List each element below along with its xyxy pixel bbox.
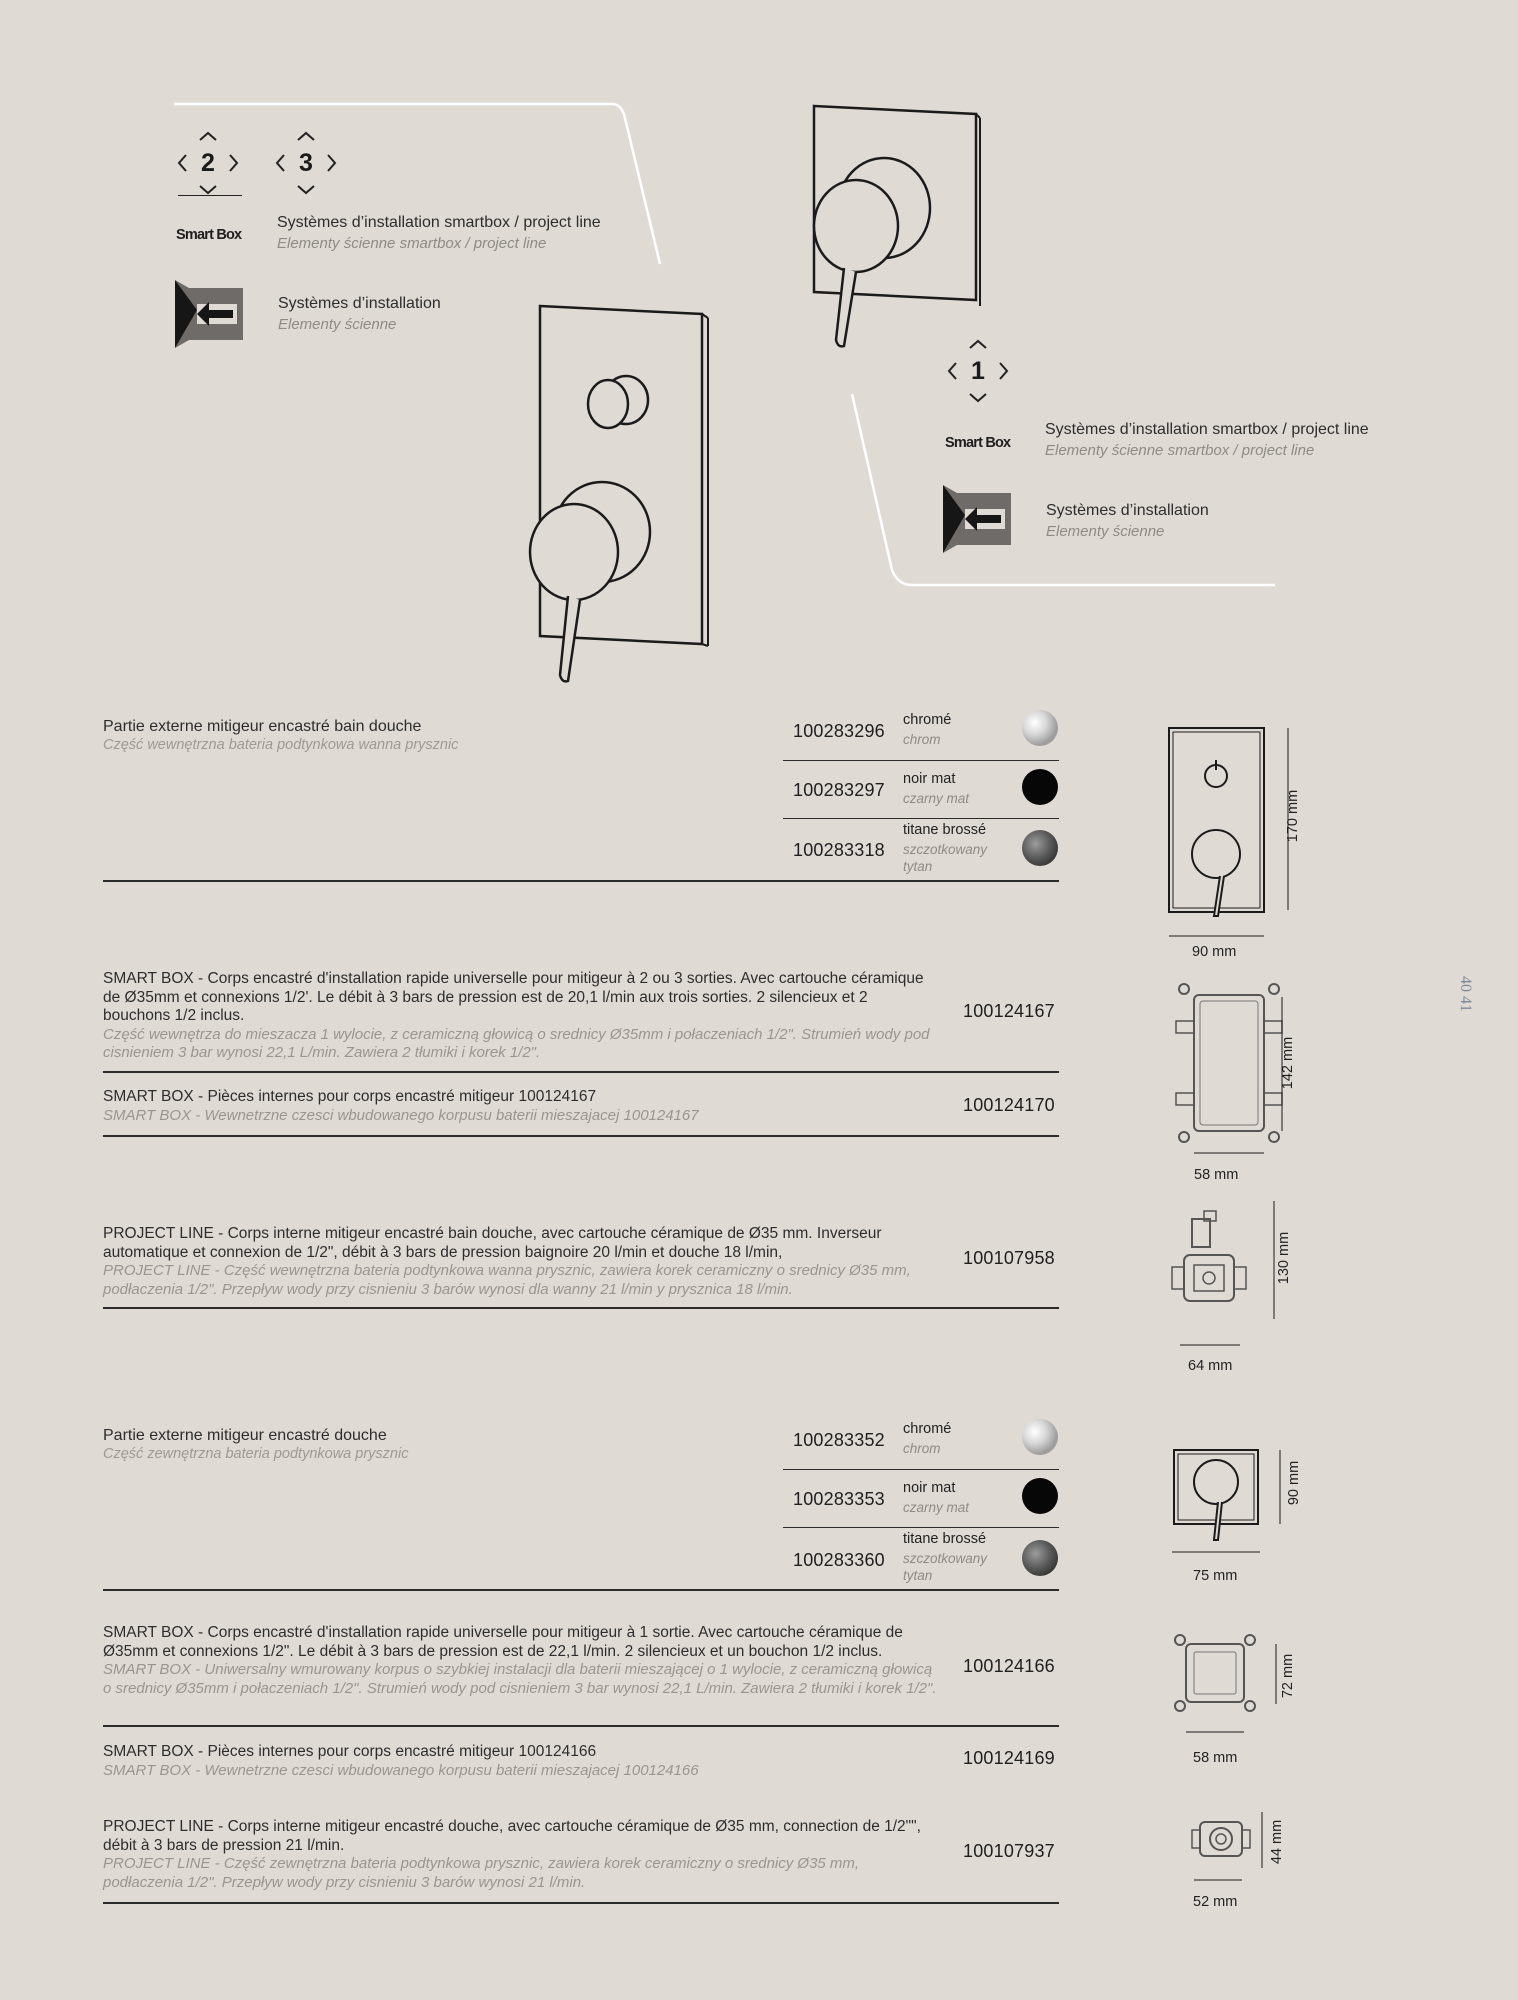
section1-dimension-drawing [1150, 720, 1350, 960]
section-rule [103, 1589, 1059, 1591]
product-code: 100107958 [963, 1248, 1055, 1268]
smartbox-label-pl: Elementy ścienne smartbox / project line [1045, 442, 1315, 459]
section-rule [103, 1071, 1059, 1073]
section5-item [103, 1624, 938, 1698]
divider [783, 1527, 1059, 1528]
install-label-fr: Systèmes d’installation [278, 295, 441, 312]
divider [783, 818, 1059, 819]
level-indicator-1 [946, 338, 1010, 404]
finish-fr: titane brossé [903, 822, 987, 838]
dimension-height: 142 mm [1280, 1036, 1296, 1090]
section1-title-fr: Partie externe mitigeur encastré bain douche [103, 718, 422, 735]
install-label-pl: Elementy ścienne [278, 316, 397, 333]
finish-pl: chrom [903, 732, 941, 747]
dimension-width: 52 mm [1193, 1894, 1238, 1910]
description-pl: SMART BOX - Wewnetrzne czesci wbudowanego korpusu baterii mieszajacej 100124167 [103, 1106, 699, 1124]
section4-dimension-drawing [1150, 1440, 1350, 1570]
level-number: 2 [201, 149, 215, 177]
titanium-swatch [1022, 1540, 1058, 1576]
install-label-fr: Systèmes d’installation [1046, 502, 1209, 519]
variant-code: 100283297 [793, 780, 885, 800]
variant-code: 100283353 [793, 1489, 885, 1509]
finish-pl: chrom [903, 1441, 941, 1456]
level-number: 3 [299, 149, 313, 177]
chrome-swatch [1022, 710, 1058, 746]
section7-item [103, 1818, 938, 1892]
dimension-width: 90 mm [1192, 944, 1237, 960]
dimension-width: 75 mm [1193, 1568, 1238, 1584]
section-rule [103, 1725, 1059, 1727]
section4-title-pl: Część zewnętrzna bateria podtynkowa prysznic [103, 1446, 409, 1462]
finish-pl: czarny mat [903, 791, 970, 806]
level-underline [178, 195, 242, 196]
bath-shower-mixer-drawing [510, 300, 710, 700]
level-number: 1 [971, 357, 985, 385]
variant-code: 100283360 [793, 1550, 885, 1570]
product-code: 100124170 [963, 1095, 1055, 1115]
dimension-height: 44 mm [1269, 1819, 1285, 1865]
section1-title-pl: Część wewnętrzna bateria podtynkowa wanna prysznic [103, 737, 459, 753]
shower-mixer-drawing [780, 100, 980, 360]
section-rule [103, 1902, 1059, 1904]
description-fr: SMART BOX - Pièces internes pour corps encastré mitigeur 100124166 [103, 1743, 597, 1760]
description-fr: SMART BOX - Corps encastré d'installation rapide universelle pour mitigeur à 2 ou 3 sorties. Avec cartouche céramique de Ø35mm et connexions 1/2'. Le débit à 3 bars de pression est de 20,1 l/min aux trois sorties. 2 silencieux et 2 bouchons 1/2 inclus. [103, 970, 924, 1024]
dimension-width: 58 mm [1193, 1750, 1238, 1766]
section6-item [103, 1743, 938, 1780]
smartbox-label-pl: Elementy ścienne smartbox / project line [277, 235, 547, 252]
level-indicator-3 [274, 130, 338, 196]
finish-fr: noir mat [903, 1480, 956, 1496]
description-fr: SMART BOX - Pièces internes pour corps encastré mitigeur 100124167 [103, 1088, 597, 1105]
dimension-width: 58 mm [1194, 1167, 1239, 1183]
description-pl: PROJECT LINE - Część wewnętrzna bateria podtynkowa wanna prysznic, zawiera korek ceramiczny o srednicy Ø35 mm, podłaczenia 1/2". Przepływ wody przy cisnieniu 3 barów wynosi dla wanny 21 l/min y prysznica 18 l/min. [103, 1262, 911, 1298]
smartbox-label-fr: Systèmes d’installation smartbox / project line [1045, 421, 1369, 438]
finish-fr: noir mat [903, 771, 956, 787]
dimension-height: 130 mm [1276, 1231, 1292, 1285]
dimension-height: 72 mm [1280, 1653, 1296, 1699]
finish-fr: chromé [903, 712, 952, 728]
description-pl: Część wewnętrza do mieszacza 1 wylocie, z ceramiczną głowicą o srednicy Ø35mm i połaczeniach 1/2". Strumień wody pod cisnieniem 3 bar wynosi 22,1 L/min. Zawiera 2 tłumiki i korek 1/2". [103, 1025, 930, 1061]
variant-code: 100283318 [793, 840, 885, 860]
chrome-swatch [1022, 1419, 1058, 1455]
section-rule [103, 880, 1059, 882]
description-pl: SMART BOX - Uniwersalny wmurowany korpus o szybkiej instalacji dla baterii mieszającej o 1 wylocie, z ceramiczną głowicą o srednicy Ø35mm i połaczeniach 1/2". Strumień wody pod cisnieniem 3 bar wynosi 22,1 L/min. Zawiera 2 tłumiki i korek 1/2". [103, 1661, 937, 1697]
description-fr: PROJECT LINE - Corps interne mitigeur encastré douche, avec cartouche céramique de Ø35 mm, connection de 1/2"", débit à 3 bars de pression 21 l/min. [103, 1818, 921, 1854]
finish-fr: titane brossé [903, 1531, 987, 1547]
finish-fr: chromé [903, 1421, 952, 1437]
black-swatch [1022, 1478, 1058, 1514]
variant-code: 100283352 [793, 1430, 885, 1450]
product-code: 100124169 [963, 1748, 1055, 1768]
dimension-height: 90 mm [1286, 1460, 1302, 1506]
section2-item [103, 970, 938, 1063]
divider [783, 1469, 1059, 1470]
finish-pl: szczotkowany tytan [903, 842, 988, 874]
section3-item [103, 1225, 938, 1299]
titanium-swatch [1022, 830, 1058, 866]
section2-item [103, 1088, 938, 1125]
section4-title-fr: Partie externe mitigeur encastré douche [103, 1427, 387, 1444]
description-pl: SMART BOX - Wewnetrzne czesci wbudowanego korpusu baterii mieszajacej 100124166 [103, 1761, 699, 1779]
level-indicator-2 [176, 130, 240, 196]
description-pl: PROJECT LINE - Część zewnętrzna bateria podtynkowa prysznic, zawiera korek ceramiczny o srednicy Ø35 mm, podłaczenia 1/2". Przepływ wody przy cisnieniu 3 barów wynosi 21 l/min. [103, 1855, 860, 1891]
dimension-width: 64 mm [1188, 1358, 1233, 1374]
install-label-pl: Elementy ścienne [1046, 523, 1165, 540]
description-fr: SMART BOX - Corps encastré d'installation rapide universelle pour mitigeur à 1 sortie. Avec cartouche céramique de Ø35mm et connexions 1/2". Le débit à 3 bars de pression est de 22,1 l/min. 2 silencieux et un bouchon 1/2 inclus. [103, 1624, 903, 1660]
finish-pl: szczotkowany tytan [903, 1551, 988, 1583]
product-code: 100107937 [963, 1841, 1055, 1861]
smartbox-logo: Smart Box [176, 227, 242, 243]
divider [783, 760, 1059, 761]
smartbox-label-fr: Systèmes d’installation smartbox / project line [277, 214, 601, 231]
product-code: 100124166 [963, 1656, 1055, 1676]
page-numbers: 40 41 [1457, 976, 1474, 1012]
smartbox-logo: Smart Box [945, 435, 1011, 451]
variant-code: 100283296 [793, 721, 885, 741]
wall-install-icon [943, 485, 1011, 553]
finish-pl: czarny mat [903, 1500, 970, 1515]
wall-install-icon [175, 280, 243, 348]
black-swatch [1022, 769, 1058, 805]
product-code: 100124167 [963, 1001, 1055, 1021]
description-fr: PROJECT LINE - Corps interne mitigeur encastré bain douche, avec cartouche céramique de Ø35 mm. Inverseur automatique et connexion de 1/2", débit à 3 bars de pression baignoire 20 l/min et douche 18 l/min, [103, 1225, 882, 1261]
section-rule [103, 1307, 1059, 1309]
section-rule [103, 1135, 1059, 1137]
dimension-height: 170 mm [1285, 789, 1301, 843]
